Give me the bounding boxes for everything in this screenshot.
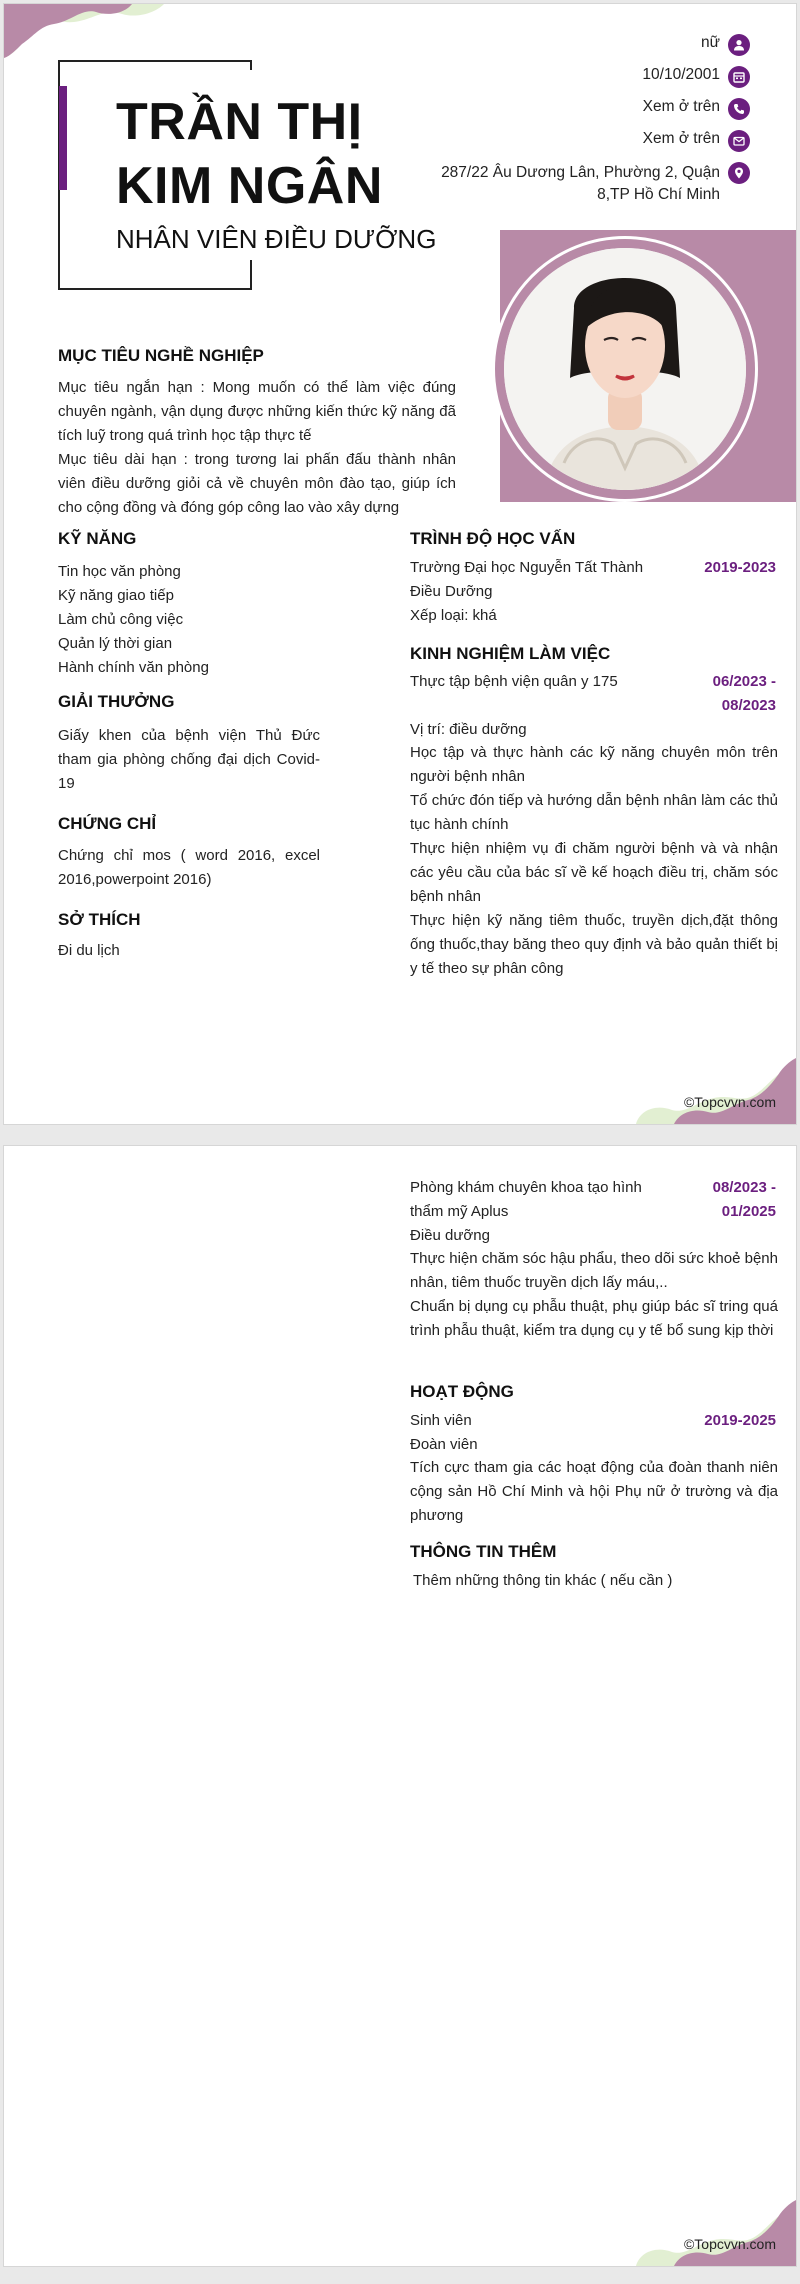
education-major: Điều Dưỡng bbox=[410, 583, 493, 600]
contact-phone bbox=[643, 98, 750, 120]
job2-position: Điều dưỡng bbox=[410, 1227, 490, 1244]
job1-detail: Thực hiện nhiệm vụ đi chăm người bệnh và và nhận các yêu cầu của bác sĩ về kế hoạch điều trị, chăm sóc bệnh nhân bbox=[410, 840, 778, 905]
job2-period-end: 01/2025 bbox=[721, 1203, 776, 1220]
job2-place: Phòng khám chuyên khoa tạo hình thẩm mỹ Aplus bbox=[410, 1179, 642, 1220]
user-icon bbox=[728, 34, 750, 56]
name-frame-bottom bbox=[58, 288, 252, 290]
skill-item: Làm chủ công việc bbox=[58, 611, 184, 628]
gender-text: nữ bbox=[701, 34, 720, 51]
cv-page-1 bbox=[3, 3, 797, 1125]
awards-text: Giấy khen của bệnh viện Thủ Đức tham gia phòng chống đại dịch Covid-19 bbox=[58, 727, 320, 792]
decorative-blob-bottom-right bbox=[616, 1054, 796, 1124]
name-frame-tick bbox=[250, 260, 252, 290]
contact-address bbox=[430, 162, 750, 206]
more-info-heading: THÔNG TIN THÊM bbox=[410, 1542, 557, 1561]
job1-position: Vị trí: điều dưỡng bbox=[410, 721, 527, 738]
copyright: ©Topcvvn.com bbox=[683, 2236, 776, 2252]
phone-icon bbox=[728, 98, 750, 120]
experience-heading: KINH NGHIỆM LÀM VIỆC bbox=[410, 644, 611, 663]
job1-detail: Thực hiện kỹ năng tiêm thuốc, truyền dịch,đặt thông ống thuốc,thay băng theo quy định và bảo quản thiết bị y tế theo sự phân công bbox=[410, 912, 778, 977]
job1-period-end: 08/2023 bbox=[721, 697, 776, 714]
hobbies-text: Đi du lịch bbox=[58, 942, 120, 959]
education-rank: Xếp loại: khá bbox=[410, 607, 497, 624]
more-info-text: Thêm những thông tin khác ( nếu cần ) bbox=[413, 1572, 673, 1589]
name-frame-top bbox=[58, 60, 252, 62]
decorative-blob-top-left bbox=[4, 4, 174, 64]
objective-short-term: Mục tiêu ngắn hạn : Mong muốn có thể làm việc đúng chuyên ngành, vận dụng được những kiến thức kỹ năng đã tích luỹ trong quá trình học tập thực tế bbox=[58, 379, 456, 444]
skill-item: Hành chính văn phòng bbox=[58, 659, 209, 676]
job1-period-start: 06/2023 - bbox=[712, 673, 776, 690]
objective-long-term: Mục tiêu dài hạn : trong tương lai phấn đấu thành nhân viên điều dưỡng giỏi cả về chuyên môn đào tạo, giúp ích cho cộng đồng và đóng góp công lao vào xây dựng bbox=[58, 451, 456, 516]
objective-heading: MỤC TIÊU NGHỀ NGHIỆP bbox=[58, 346, 264, 365]
activities-text: Tích cực tham gia các hoạt động của đoàn thanh niên cộng sản Hồ Chí Minh và hội Phụ nữ ở trường và địa phương bbox=[410, 1459, 778, 1524]
activities-org: Đoàn viên bbox=[410, 1436, 478, 1453]
education-school: Trường Đại học Nguyễn Tất Thành bbox=[410, 559, 644, 576]
candidate-name-line2: KIM NGÂN bbox=[116, 157, 383, 215]
skill-item: Kỹ năng giao tiếp bbox=[58, 587, 174, 604]
portrait-illustration bbox=[504, 248, 746, 490]
certificates-heading: CHỨNG CHỈ bbox=[58, 814, 157, 833]
activities-role: Sinh viên bbox=[410, 1412, 472, 1429]
awards-heading: GIẢI THƯỞNG bbox=[58, 692, 175, 711]
job2-period-start: 08/2023 - bbox=[712, 1179, 776, 1196]
cv-page-2 bbox=[3, 1145, 797, 2267]
avatar bbox=[504, 248, 746, 490]
calendar-icon bbox=[728, 66, 750, 88]
education-period: 2019-2023 bbox=[704, 559, 776, 576]
name-frame-tick bbox=[250, 60, 252, 70]
education-heading: TRÌNH ĐỘ HỌC VẤN bbox=[410, 529, 576, 548]
job1-detail: Tổ chức đón tiếp và hướng dẫn bệnh nhân làm các thủ tục hành chính bbox=[410, 792, 778, 833]
job2-detail: Chuẩn bị dụng cụ phẫu thuật, phụ giúp bác sĩ tring quá trình phẫu thuật, kiểm tra dụng cụ y tế bổ sung kịp thời bbox=[410, 1298, 778, 1339]
copyright: ©Topcvvn.com bbox=[683, 1094, 776, 1110]
job1-place: Thực tập bệnh viện quân y 175 bbox=[410, 673, 618, 690]
skill-item: Tin học văn phòng bbox=[58, 563, 181, 580]
decorative-blob-bottom-right bbox=[616, 2196, 796, 2266]
skills-list bbox=[58, 560, 318, 680]
mail-icon bbox=[728, 130, 750, 152]
job1-detail: Học tập và thực hành các kỹ năng chuyên môn trên người bệnh nhân bbox=[410, 744, 778, 785]
birthday-text: 10/10/2001 bbox=[642, 66, 720, 83]
activities-heading: HOẠT ĐỘNG bbox=[410, 1382, 514, 1401]
email-text: Xem ở trên bbox=[642, 130, 720, 147]
skill-item: Quản lý thời gian bbox=[58, 635, 173, 652]
contact-birthday bbox=[642, 66, 750, 88]
candidate-name-line1: TRẦN THỊ bbox=[116, 93, 363, 151]
contact-gender bbox=[701, 34, 750, 56]
skills-heading: KỸ NĂNG bbox=[58, 529, 137, 548]
job-title: NHÂN VIÊN ĐIỀU DƯỠNG bbox=[116, 224, 437, 254]
phone-text: Xem ở trên bbox=[642, 98, 720, 115]
name-accent-bar bbox=[59, 86, 67, 190]
contact-email bbox=[643, 130, 750, 152]
location-icon bbox=[728, 162, 750, 184]
hobbies-heading: SỞ THÍCH bbox=[58, 910, 141, 929]
certificates-text: Chứng chỉ mos ( word 2016, excel 2016,powerpoint 2016) bbox=[58, 847, 320, 888]
job2-detail: Thực hiện chăm sóc hậu phẩu, theo dõi sức khoẻ bệnh nhân, tiêm thuốc truyền dịch lấy máu,.. bbox=[410, 1250, 778, 1291]
activities-period: 2019-2025 bbox=[704, 1412, 776, 1429]
address-text: 287/22 Âu Dương Lân, Phường 2, Quận 8,TP Hồ Chí Minh bbox=[441, 164, 720, 203]
